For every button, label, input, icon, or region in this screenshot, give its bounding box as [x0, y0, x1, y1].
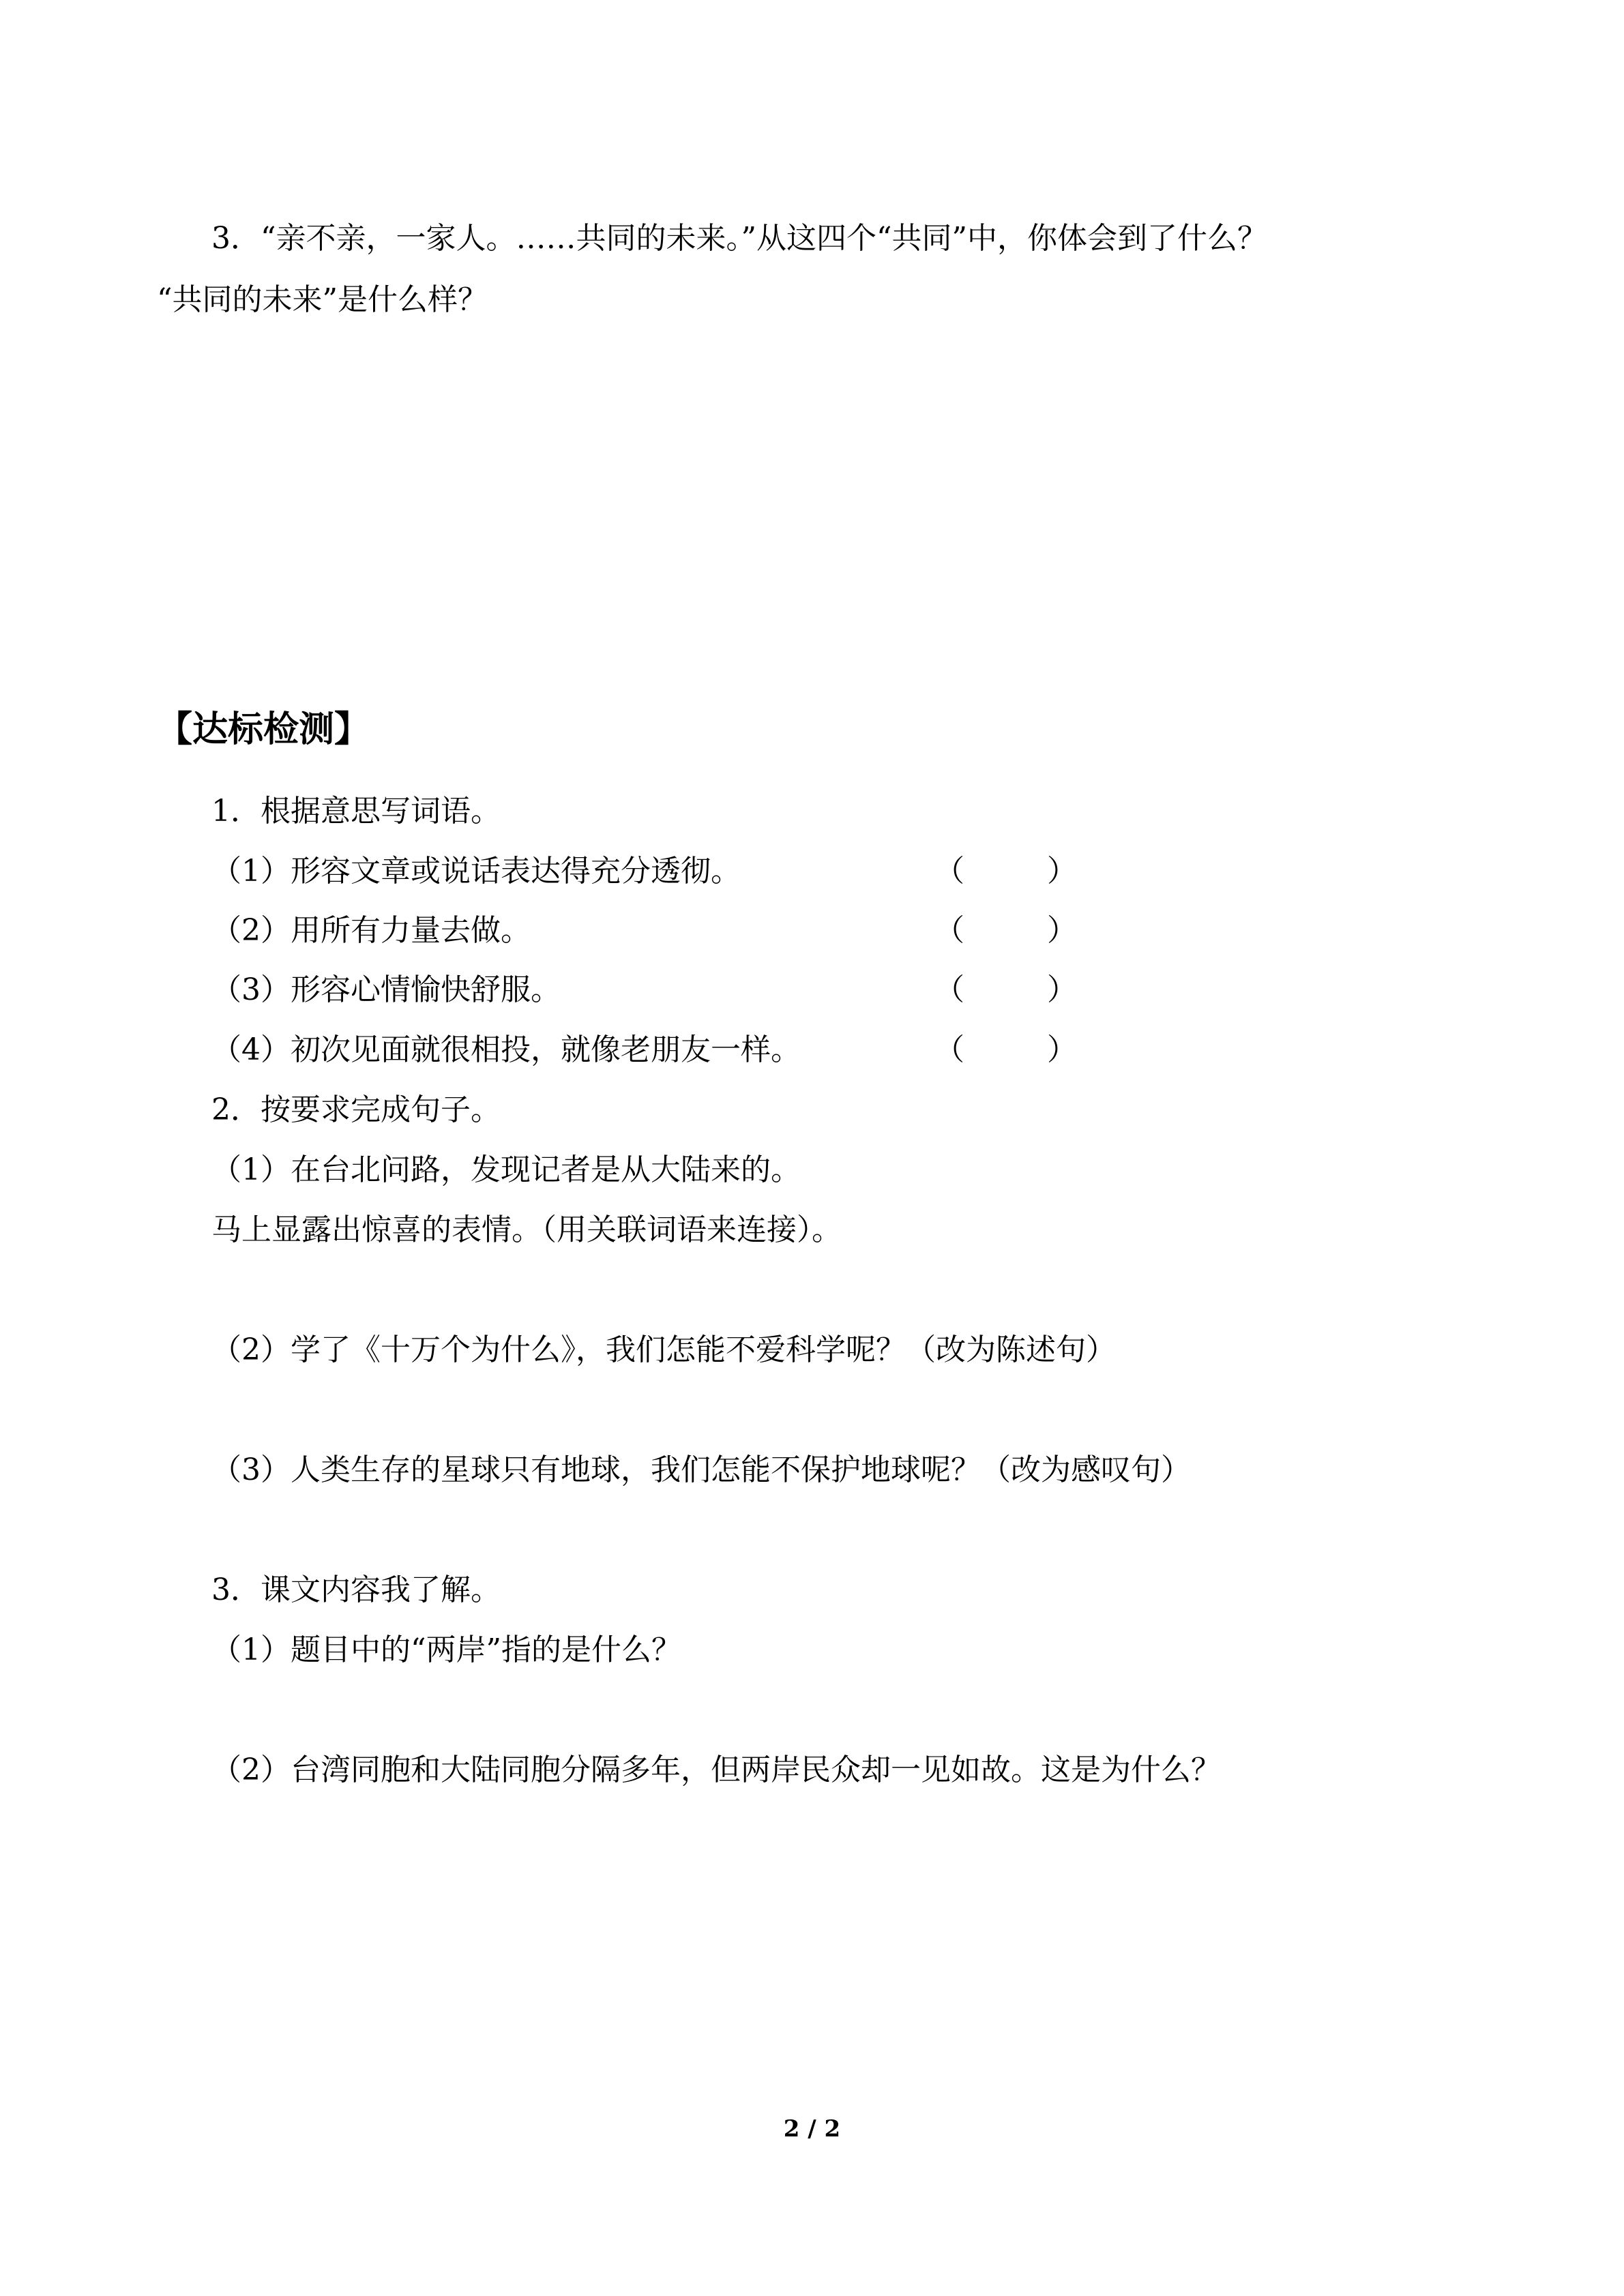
- q2-item-2: （2）学了《十万个为什么》，我们怎能不爱科学呢？（改为陈述句）: [211, 1332, 1116, 1367]
- q1-item-text: （2）用所有力量去做。: [211, 913, 531, 948]
- q3-title: 3．课文内容我了解。: [211, 1572, 501, 1607]
- q1-item-text: （4）初次见面就很相投，就像老朋友一样。: [211, 1032, 801, 1067]
- answer-close-paren: ）: [1047, 913, 1077, 948]
- q2-item-3: （3）人类生存的星球只有地球，我们怎能不保护地球呢？（改为感叹句）: [211, 1452, 1191, 1487]
- q2-item-1-line-1: （1）在台北问路，发现记者是从大陆来的。: [211, 1152, 801, 1187]
- q2-title: 2．按要求完成句子。: [211, 1092, 501, 1127]
- answer-open-paren: （: [934, 1032, 964, 1067]
- q1-item-text: （1）形容文章或说话表达得充分透彻。: [211, 854, 741, 889]
- question-3-line-2: “共同的未来”是什么样？: [157, 282, 488, 317]
- q1-title: 1．根据意思写词语。: [211, 794, 501, 829]
- answer-open-paren: （: [934, 913, 964, 948]
- answer-open-paren: （: [934, 854, 964, 889]
- answer-close-paren: ）: [1047, 972, 1077, 1007]
- q3-item-2: （2）台湾同胞和大陆同胞分隔多年，但两岸民众却一见如故。这是为什么？: [211, 1753, 1221, 1787]
- question-3-line-1: 3．“亲不亲，一家人。……共同的未来。”从这四个“共同”中，你体会到了什么？: [211, 221, 1267, 256]
- q3-item-1: （1）题目中的“两岸”指的是什么？: [211, 1632, 681, 1667]
- answer-open-paren: （: [934, 972, 964, 1007]
- answer-close-paren: ）: [1047, 1032, 1077, 1067]
- q1-item-text: （3）形容心情愉快舒服。: [211, 972, 561, 1007]
- page-number: 2 / 2: [783, 2115, 841, 2143]
- q2-item-1-line-2: 马上显露出惊喜的表情。（用关联词语来连接）。: [211, 1212, 842, 1247]
- answer-close-paren: ）: [1047, 854, 1077, 889]
- section-heading: 【达标检测】: [157, 709, 370, 750]
